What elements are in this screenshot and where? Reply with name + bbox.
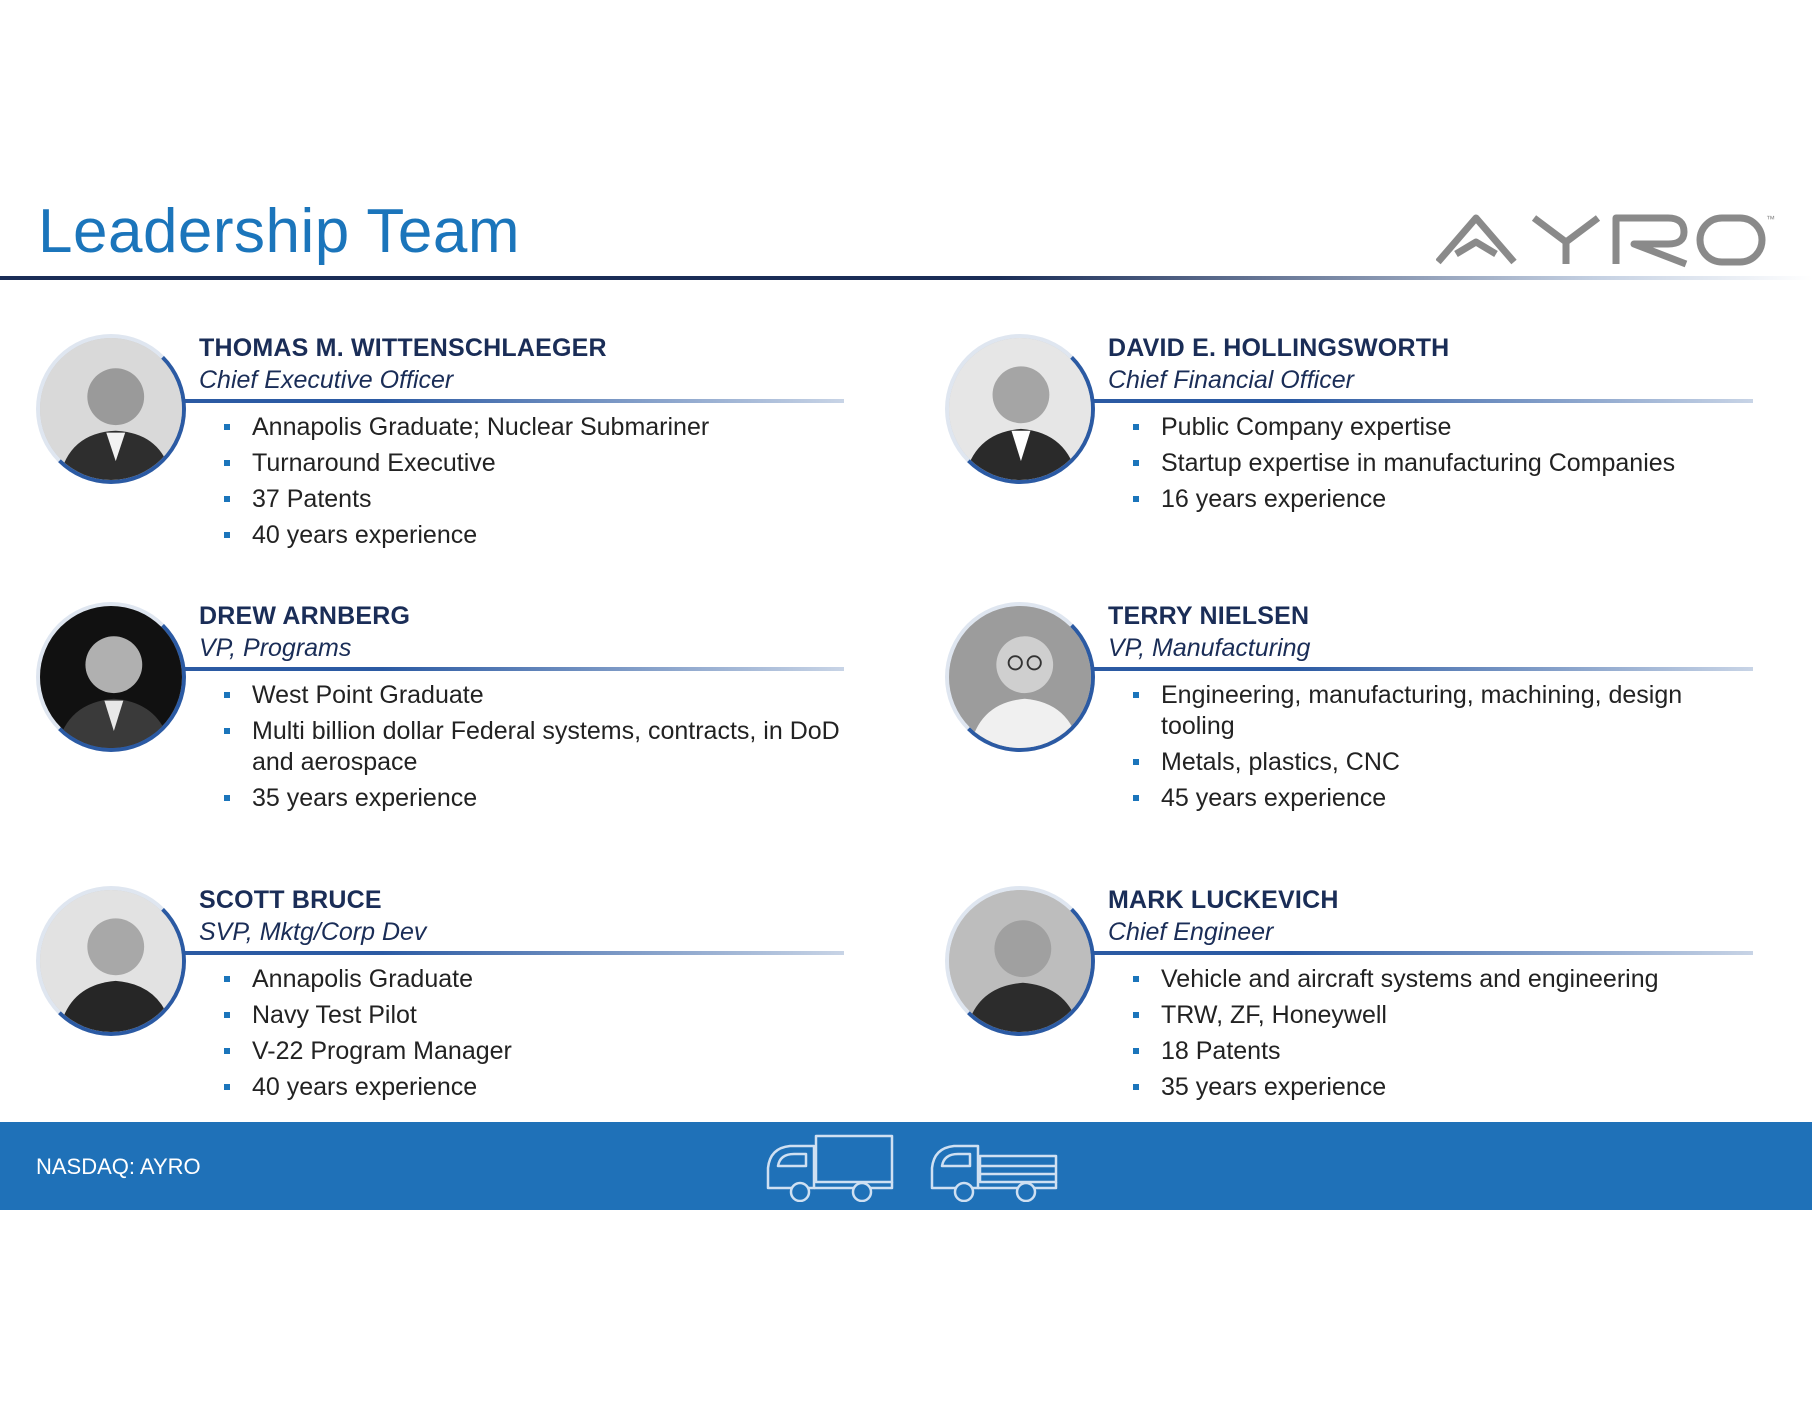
svg-text:™: ™	[1766, 214, 1775, 224]
leader-divider	[184, 951, 844, 955]
bullet-item: Annapolis Graduate; Nuclear Submariner	[224, 412, 844, 443]
leader-name: MARK LUCKEVICH	[1108, 886, 1339, 914]
bullet-item: 40 years experience	[224, 520, 844, 551]
bullet-item: Multi billion dollar Federal systems, contracts, in DoD and aerospace	[224, 716, 844, 778]
leader-role: Chief Financial Officer	[1108, 366, 1354, 394]
bullet-item: Engineering, manufacturing, machining, design tooling	[1133, 680, 1753, 742]
leader-bullets	[1133, 412, 1753, 520]
leader-bullets	[224, 680, 844, 819]
leader-role: Chief Executive Officer	[199, 366, 454, 394]
leader-bullets	[1133, 680, 1753, 819]
leader-divider	[1093, 667, 1753, 671]
page-title: Leadership Team	[38, 197, 521, 266]
avatar	[36, 602, 186, 752]
leader-role: VP, Manufacturing	[1108, 634, 1311, 662]
bullet-item: Public Company expertise	[1133, 412, 1753, 443]
bullet-item: 35 years experience	[1133, 1072, 1753, 1103]
avatar	[945, 602, 1095, 752]
flatbed-truck-icon	[928, 1134, 1060, 1202]
avatar	[36, 886, 186, 1036]
leader-card	[945, 602, 1765, 842]
avatar	[36, 334, 186, 484]
bullet-item: Startup expertise in manufacturing Companies	[1133, 448, 1753, 479]
bullet-item: 18 Patents	[1133, 1036, 1753, 1067]
footer-bar	[0, 1122, 1812, 1210]
avatar	[945, 334, 1095, 484]
footer-ticker: NASDAQ: AYRO	[36, 1154, 201, 1179]
bullet-item: Vehicle and aircraft systems and engineering	[1133, 964, 1753, 995]
bullet-item: West Point Graduate	[224, 680, 844, 711]
leader-card	[36, 334, 856, 574]
leader-bullets	[224, 412, 844, 556]
leader-role: SVP, Mktg/Corp Dev	[199, 918, 427, 946]
bullet-item: 45 years experience	[1133, 783, 1753, 814]
bullet-item: V-22 Program Manager	[224, 1036, 844, 1067]
ayro-logo	[1436, 212, 1776, 270]
leader-card	[36, 602, 856, 842]
avatar	[945, 886, 1095, 1036]
leader-divider	[184, 667, 844, 671]
leader-divider	[1093, 399, 1753, 403]
leader-bullets	[1133, 964, 1753, 1108]
leader-card	[36, 886, 856, 1126]
bullet-item: Navy Test Pilot	[224, 1000, 844, 1031]
leader-name: DAVID E. HOLLINGSWORTH	[1108, 334, 1450, 362]
leader-role: VP, Programs	[199, 634, 352, 662]
leader-card	[945, 334, 1765, 574]
box-truck-icon	[764, 1134, 896, 1202]
leader-name: THOMAS M. WITTENSCHLAEGER	[199, 334, 607, 362]
leader-role: Chief Engineer	[1108, 918, 1274, 946]
leader-divider	[1093, 951, 1753, 955]
bullet-item: 16 years experience	[1133, 484, 1753, 515]
leader-divider	[184, 399, 844, 403]
header-divider	[0, 276, 1812, 280]
bullet-item: 37 Patents	[224, 484, 844, 515]
bullet-item: 35 years experience	[224, 783, 844, 814]
leader-card	[945, 886, 1765, 1126]
bullet-item: Turnaround Executive	[224, 448, 844, 479]
bullet-item: Annapolis Graduate	[224, 964, 844, 995]
leader-name: TERRY NIELSEN	[1108, 602, 1310, 630]
leader-name: DREW ARNBERG	[199, 602, 411, 630]
leader-bullets	[224, 964, 844, 1108]
leader-name: SCOTT BRUCE	[199, 886, 382, 914]
bullet-item: TRW, ZF, Honeywell	[1133, 1000, 1753, 1031]
bullet-item: 40 years experience	[224, 1072, 844, 1103]
bullet-item: Metals, plastics, CNC	[1133, 747, 1753, 778]
